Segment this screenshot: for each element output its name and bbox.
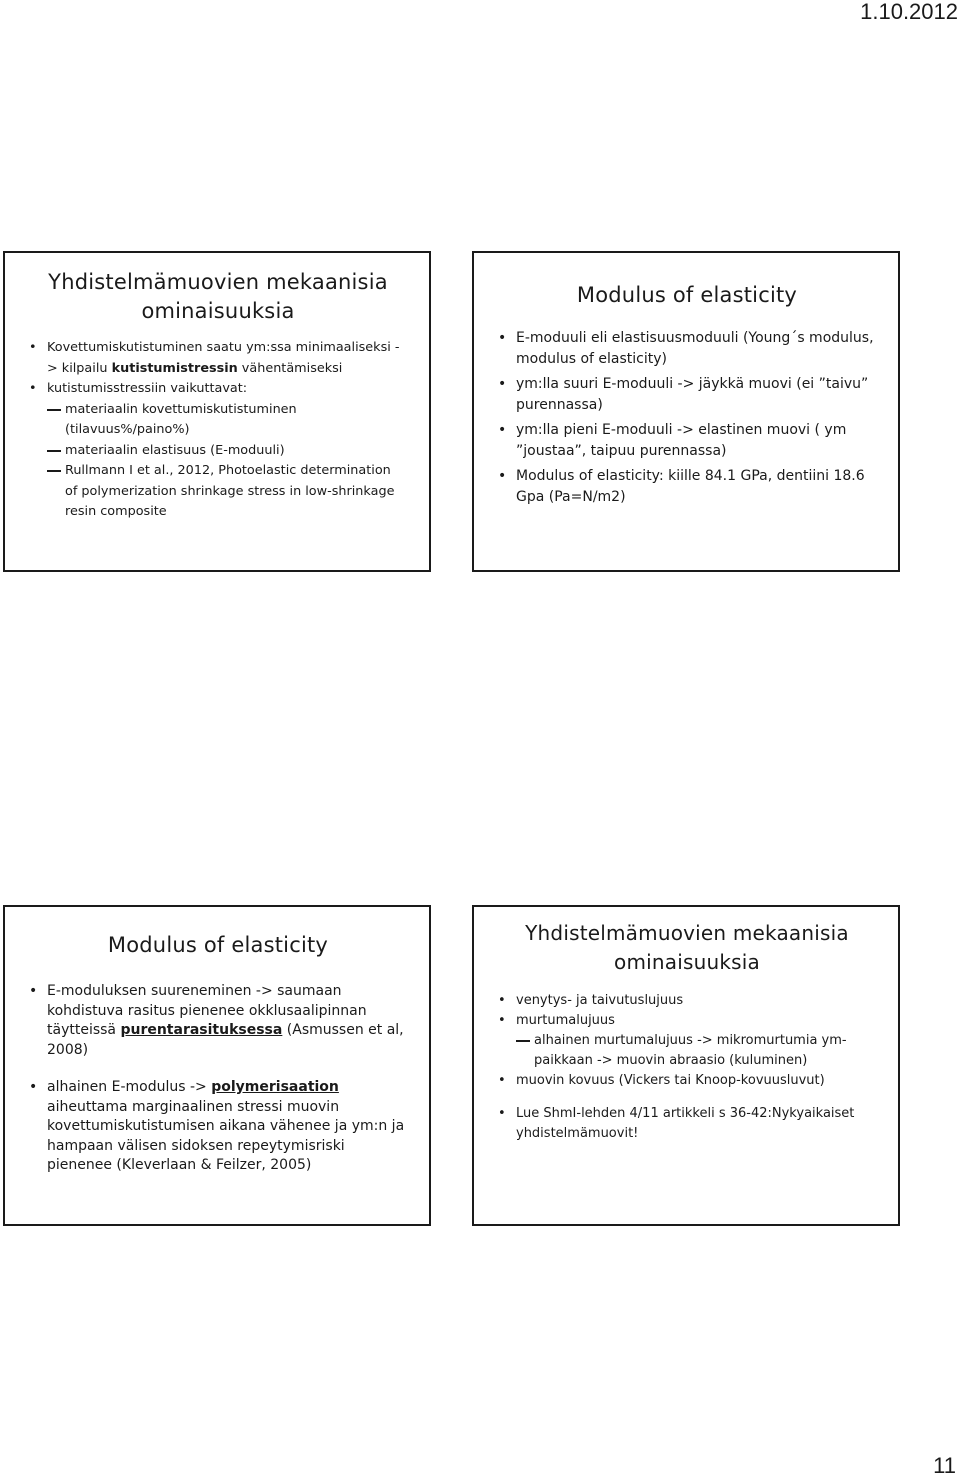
slide-2-bullet-1: • E-moduuli eli elastisuusmoduuli (Young´s modulus, modulus of elasticity) — [498, 328, 876, 370]
slide-1-bullet-2: • kutistumisstressiin vaikuttavat: — [29, 379, 407, 400]
slide-1-bullet-1-pre: Kovettumiskutistuminen saatu ym:ssa minimaaliseksi -> kilpailu — [47, 340, 400, 376]
slide-3-bullet-1 — [29, 982, 407, 1060]
slide-1-bullet-1-post: vähentämiseksi — [237, 360, 343, 376]
slide-1-bullet-1-bold: kutistumistressin — [111, 360, 238, 376]
slide-3-title: Modulus of elasticity — [107, 933, 329, 957]
slide-1-subbullet-2: materiaalin elastisuus (E-moduuli) — [29, 441, 407, 462]
slide-3-bullet-2-post: aiheuttama marginaalinen stressi muovin kovettumiskutistumisen aikana vähenee ja ym:n ja hampaan välisen sidoksen repeytymisriski pienenee (Kleverlaan & Feilzer, 2005) — [47, 1098, 405, 1173]
slide-1-bullets — [29, 338, 407, 523]
slide-3-bullet-1-post: (Asmussen et al, 2008) — [47, 1022, 404, 1058]
slide-4-bullet-2: • murtumalujuus — [498, 1011, 876, 1031]
slide-3-link-purentarasitus[interactable]: purentarasituksessa — [120, 1022, 283, 1038]
slide-2-title: Modulus of elasticity — [576, 283, 798, 307]
slide-2-bullet-2: • ym:lla suuri E-moduuli -> jäykkä muovi (ei ”taivu” purennassa) — [498, 374, 876, 416]
slide-1-title-line1: Yhdistelmämuovien mekaanisia — [48, 270, 388, 294]
slide-4-subbullet-1-continued: paikkaan -> muovin abraasio (kuluminen) — [534, 1053, 808, 1068]
slide-3-bullet-1-pre: E-moduluksen suureneminen -> saumaan kohdistuva rasitus pienenee okklusaalipinnan täytteissä — [47, 983, 367, 1038]
slide-4-bullet-3: • muovin kovuus (Vickers tai Knoop-kovuusluvut) — [498, 1071, 876, 1091]
slide-4-bullets — [498, 991, 876, 1144]
slide-2 — [472, 251, 900, 572]
slide-1-subbullet-1: materiaalin kovettumiskutistuminen (tilavuus%/paino%) — [29, 400, 407, 441]
slide-3-bullet-2-pre: alhainen E-modulus -> — [47, 1079, 212, 1095]
page-number: 11 — [933, 1453, 956, 1478]
slide-4-title-line1: Yhdistelmämuovien mekaanisia — [525, 921, 849, 945]
slide-3-bullet-2 — [29, 1078, 407, 1176]
slide-4-subbullet-1: alhainen murtumalujuus -> mikromurtumia ym- — [498, 1031, 876, 1051]
slide-1 — [3, 251, 431, 572]
slide-3-bullets — [29, 982, 407, 1176]
slide-4-title — [498, 919, 876, 977]
slide-1-bullet-1 — [29, 338, 407, 379]
slide-1-title-line2: ominaisuuksia — [141, 299, 295, 323]
slide-1-title — [29, 265, 407, 326]
slide-1-subbullet-3: Rullmann I et al., 2012, Photoelastic determination of polymerization shrinkage stress in low-shrinkage resin composite — [29, 461, 407, 523]
slide-2-bullet-3: • ym:lla pieni E-moduuli -> elastinen muovi ( ym ”joustaa”, taipuu purennassa) — [498, 420, 876, 462]
page-date: 1.10.2012 — [860, 0, 958, 24]
slide-4-bullet-1: • venytys- ja taivutuslujuus — [498, 991, 876, 1011]
slide-4-bullet-4: • Lue ShmI-lehden 4/11 artikkeli s 36-42:Nykyaikaiset yhdistelmämuovit! — [498, 1104, 876, 1144]
slide-4 — [472, 905, 900, 1226]
slide-3-link-polymerisaatio[interactable]: polymerisaation — [211, 1079, 339, 1095]
slide-3 — [3, 905, 431, 1226]
slide-4-title-line2: ominaisuuksia — [614, 950, 760, 974]
slide-2-bullet-4: • Modulus of elasticity: kiille 84.1 GPa, dentiini 18.6 Gpa (Pa=N/m2) — [498, 466, 876, 508]
slide-2-bullets — [498, 328, 876, 508]
